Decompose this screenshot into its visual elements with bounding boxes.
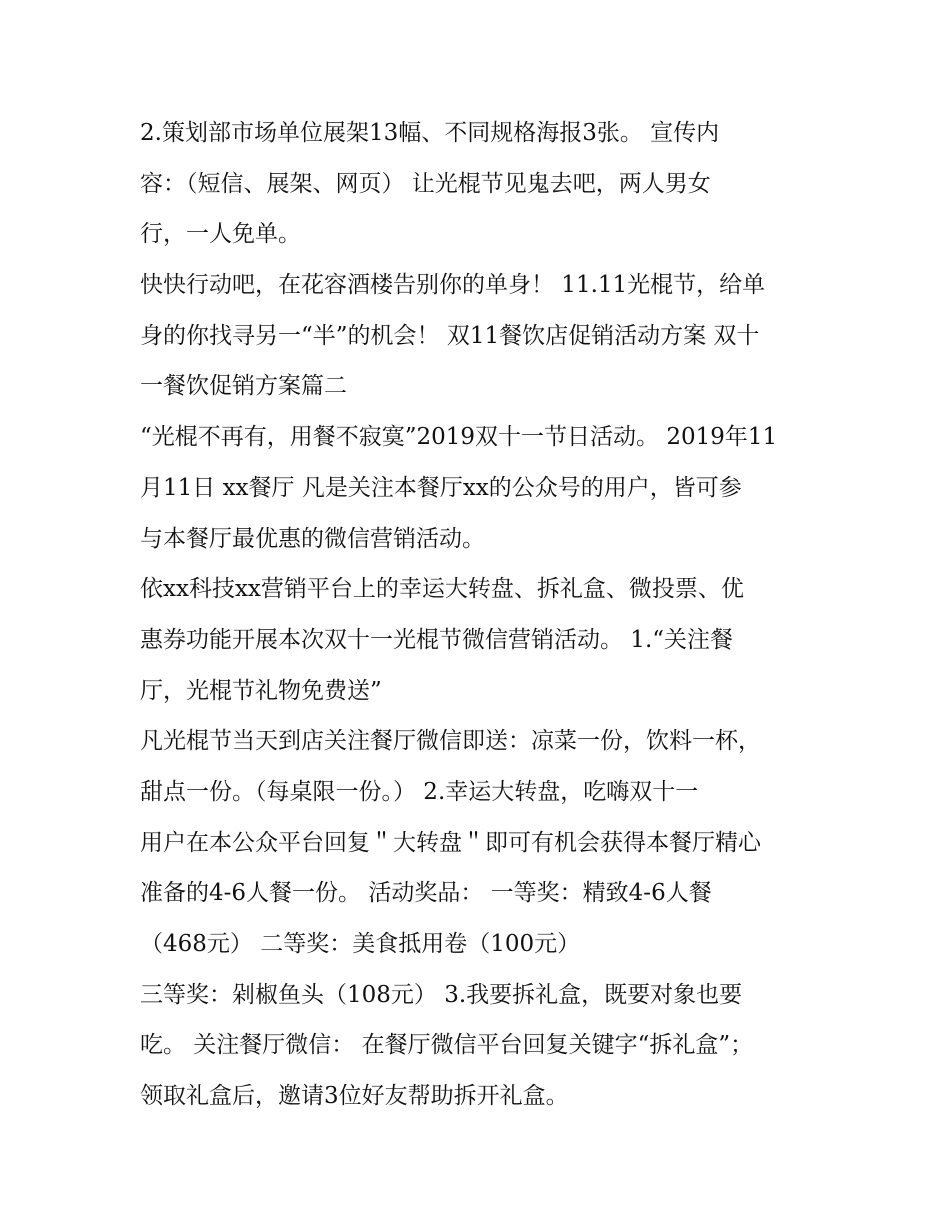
- text-line: 与本餐厅最优惠的微信营销活动。: [140, 525, 485, 552]
- text-line: 行，一人免单。: [140, 221, 301, 248]
- text-line: 一餐饮促销方案篇二: [140, 373, 347, 400]
- text-line: 吃。 关注餐厅微信： 在餐厅微信平台回复关键字“拆礼盒”；: [140, 1032, 754, 1059]
- body-text: [140, 108, 840, 1122]
- text-line: 月11日 xx餐厅 凡是关注本餐厅xx的公众号的用户，皆可参: [140, 474, 742, 501]
- text-line: 容：（短信、展架、网页） 让光棍节见鬼去吧，两人男女: [140, 170, 711, 197]
- text-line: 依xx科技xx营销平台上的幸运大转盘、拆礼盒、微投票、优: [140, 576, 744, 603]
- text-line: 厅，光棍节礼物免费送”: [140, 677, 382, 704]
- text-line: 用户在本公众平台回复＂大转盘＂即可有机会获得本餐厅精心: [140, 829, 761, 856]
- text-line: 快快行动吧，在花容酒楼告别你的单身！ 11.11光棍节，给单: [140, 272, 766, 299]
- text-line: 准备的4-6人餐一份。 活动奖品： 一等奖：精致4-6人餐: [140, 880, 712, 907]
- text-line: “光棍不再有，用餐不寂寞”2019双十一节日活动。 2019年11: [140, 424, 778, 451]
- text-line: 身的你找寻另一“半”的机会！ 双11餐饮店促销活动方案 双十: [140, 322, 760, 349]
- text-line: 惠券功能开展本次双十一光棍节微信营销活动。 1.“关注餐: [140, 626, 734, 653]
- text-line: 三等奖：剁椒鱼头（108元） 3.我要拆礼盒，既要对象也要: [140, 981, 743, 1008]
- text-line: （468元） 二等奖：美食抵用卷（100元）: [140, 931, 581, 957]
- text-line: 领取礼盒后，邀请3位好友帮助拆开礼盒。: [140, 1083, 569, 1110]
- text-line: 甜点一份。（每桌限一份。） 2.幸运大转盘，吃嗨双十一: [140, 778, 699, 805]
- text-line: 凡光棍节当天到店关注餐厅微信即送：凉菜一份，饮料一杯，: [140, 728, 761, 755]
- text-line: 2.策划部市场单位展架13幅、不同规格海报3张。 宣传内: [140, 120, 720, 146]
